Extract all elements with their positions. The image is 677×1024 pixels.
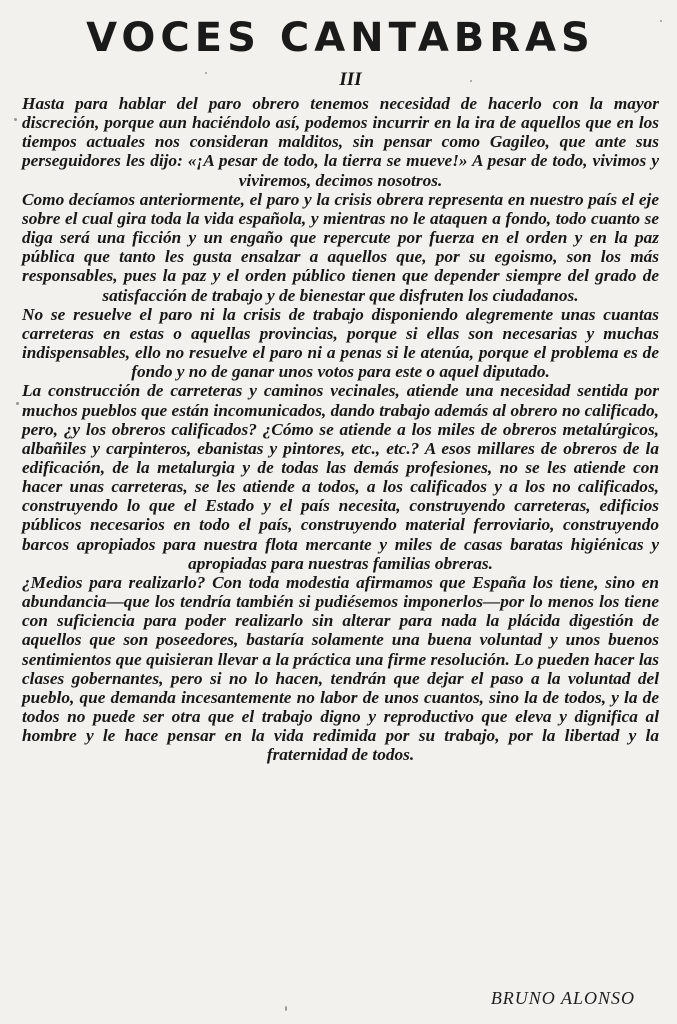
paragraph-3: No se resuelve el paro ni la crisis de trabajo disponiendo alegremente unas cuantas carreteras en estas o aquellas provincias, porque si ellas son necesarias y muchas indispensables, ello no resuelve el paro ni a penas si le atenúa, porque el problema es de fondo y no de ganar unos votos para este o aquel diputado. (22, 304, 659, 382)
print-speck (470, 80, 472, 82)
print-speck (660, 20, 662, 22)
print-speck (285, 1006, 287, 1011)
paragraph-5: ¿Medios para realizarlo? Con toda modestia afirmamos que España los tiene, sino en abundancia—que los tendría también si pudiésemos imponerlos—por lo menos los tiene con suficiencia para poder realizarlo sin alterar para nada la plácida digestión de aquellos que son poseedores, bastaría solamente una buena voluntad y unos buenos sentimientos que quisieran llevar a la práctica una firme resolución. Lo pueden hacer las clases gobernantes, pero si no lo hacen, tendrán que dejar el paso a la voluntad del pueblo, que demanda incesantemente no labor de unos cuantos, sino la de todos, y la de todos no puede ser otra que el trabajo digno y reproductivo que eleva y dignifica al hombre y le hace pensar en la vida redimida por su trabajo, por la libertad y la fraternidad de todos. (22, 572, 659, 765)
paragraph-1: Hasta para hablar del paro obrero tenemos necesidad de hacerlo con la mayor discreción, porque aun haciéndolo así, podemos incurrir en la ira de aquellos que en los tiempos actuales nos consideran malditos, sin pensar como Gagileo, que ante sus perseguidores les dijo: «¡A pesar de todo, la tierra se mueve!» A pesar de todo, vivimos y viviremos, decimos nosotros. (22, 94, 659, 190)
print-speck (14, 118, 17, 121)
print-speck (205, 72, 207, 74)
print-speck (16, 402, 19, 405)
author-signature: BRUNO ALONSO (490, 988, 635, 1008)
paragraph-2: Como decíamos anteriormente, el paro y la crisis obrera representa en nuestro país el eje sobre el cual gira toda la vida española, y mientras no le ataquen a fondo, todo cuanto se diga será una ficción y un engaño que repercute por fuerza en el orden y en la paz pública que tanto les gusta ensalzar a aquellos que, por su egoismo, son los más responsables, pues la paz y el orden público tienen que depender siempre del grado de satisfacción de trabajo y de bienestar que disfruten los ciudadanos. (22, 189, 659, 305)
paragraph-4: La construcción de carreteras y caminos vecinales, atiende una necesidad sentida por muchos pueblos que están incomunicados, dando trabajo además al obrero no calificado, pero, ¿y los obreros calificados? ¿Cómo se atiende a los miles de obreros metalúrgicos, albañiles y carpinteros, ebanistas y pintores, etc., etc.? A esos millares de obreros de la edificación, de la metalurgia y de todas las demás profesiones, no se les atiende con hacer unas carreteras, se les atiende a todos, a los calificados y a los no calificados, construyendo lo que el Estado y el país necesita, construyendo carreteras, edificios públicos necesarios en todo el país, construyendo material ferroviario, construyendo barcos apropiados para nuestra flota mercante y miles de casas baratas higiénicas y apropiadas para nuestras familias obreras. (22, 381, 659, 573)
article-title: VOCES CANTABRAS (86, 15, 595, 61)
article-body (22, 94, 659, 764)
section-numeral: III (339, 69, 362, 90)
